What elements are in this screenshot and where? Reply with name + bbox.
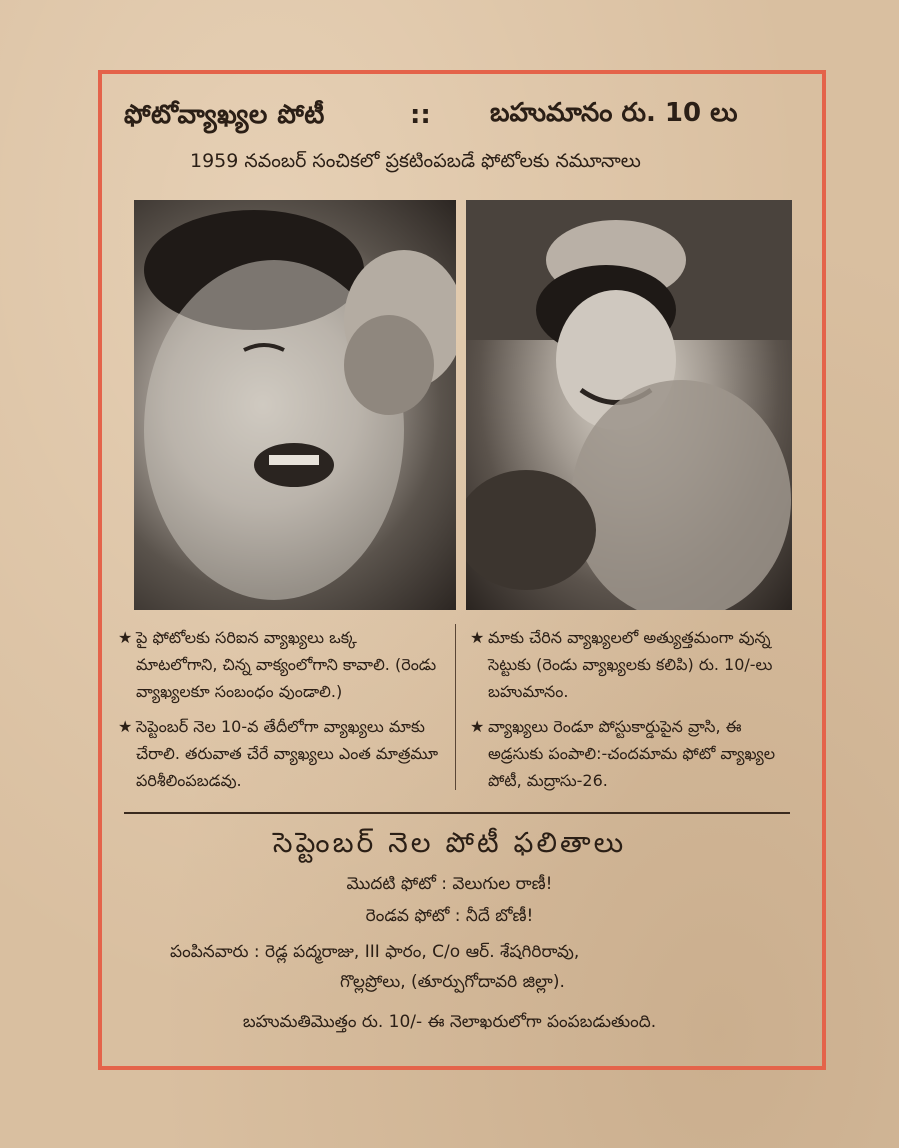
rule-text: పై ఫోటోలకు సరిఐన వ్యాఖ్యలు ఒక్క మాటలోగాని, చిన్న వాక్యంలోగాని కావాలి. (రెండు వ్యాఖ్యలకూ సంబంధం వుండాలి.): [136, 628, 437, 701]
prize-note: బహుమతిమొత్తం రు. 10/- ఈ నెలాఖరులోగా పంపబడుతుంది.: [242, 1012, 657, 1032]
header: [110, 94, 810, 138]
rule-text: వ్యాఖ్యలు రెండూ పోస్టుకార్డుపైన వ్రాసి, ఈ అడ్రసుకు పంపాలి:-చందమామ ఫోటో వ్యాఖ్యల పోటీ, మద్రాసు-26.: [488, 717, 776, 790]
star-icon: ★: [118, 717, 133, 736]
second-photo-result: రెండవ ఫోటో : నీదే బోణీ!: [365, 906, 534, 926]
rule-item: [470, 713, 790, 794]
subtitle: 1959 నవంబర్ సంచికలో ప్రకటింపబడే ఫోటోలకు నమూనాలు: [190, 150, 641, 172]
sender-line-1: పంపినవారు : రెడ్ల పద్మరాజు, III ఫారం, C/o ఆర్. శేషగిరిరావు,: [170, 942, 580, 962]
photo-right: [466, 200, 792, 610]
rule-item: [118, 624, 438, 705]
rule-item: [470, 624, 790, 705]
column-divider: [455, 624, 456, 790]
rule-text: మాకు చేరిన వ్యాఖ్యలలో అత్యుత్తమంగా వున్న సెట్టుకు (రెండు వ్యాఖ్యలకు కలిపి) రు. 10/-లు బహుమానం.: [488, 628, 773, 701]
star-icon: ★: [118, 628, 133, 647]
rule-item: [118, 713, 438, 794]
contest-title: ఫోటోవ్యాఖ్యల పోటీ: [124, 100, 325, 130]
rules-right: [470, 624, 790, 802]
photo-left: [134, 200, 456, 610]
first-photo-result: మొదటి ఫోటో : వెలుగుల రాణీ!: [346, 874, 553, 894]
prize-amount: బహుమానం రు. 10 లు: [490, 98, 738, 128]
title-separator: ::: [410, 100, 431, 130]
star-icon: ★: [470, 717, 485, 736]
rule-text: సెప్టెంబర్ నెల 10-వ తేదీలోగా వ్యాఖ్యలు మాకు చేరాలి. తరువాత చేరే వ్యాఖ్యలు ఎంత మాత్రమూ పరిశీలింపబడవు.: [136, 717, 439, 790]
star-icon: ★: [470, 628, 485, 647]
rules-left: [118, 624, 438, 802]
section-divider: [124, 812, 790, 814]
sender-line-2: గొల్లప్రోలు, (తూర్పుగోదావరి జిల్లా).: [340, 972, 565, 992]
results-title: సెప్టెంబర్ నెల పోటీ ఫలితాలు: [272, 826, 627, 859]
